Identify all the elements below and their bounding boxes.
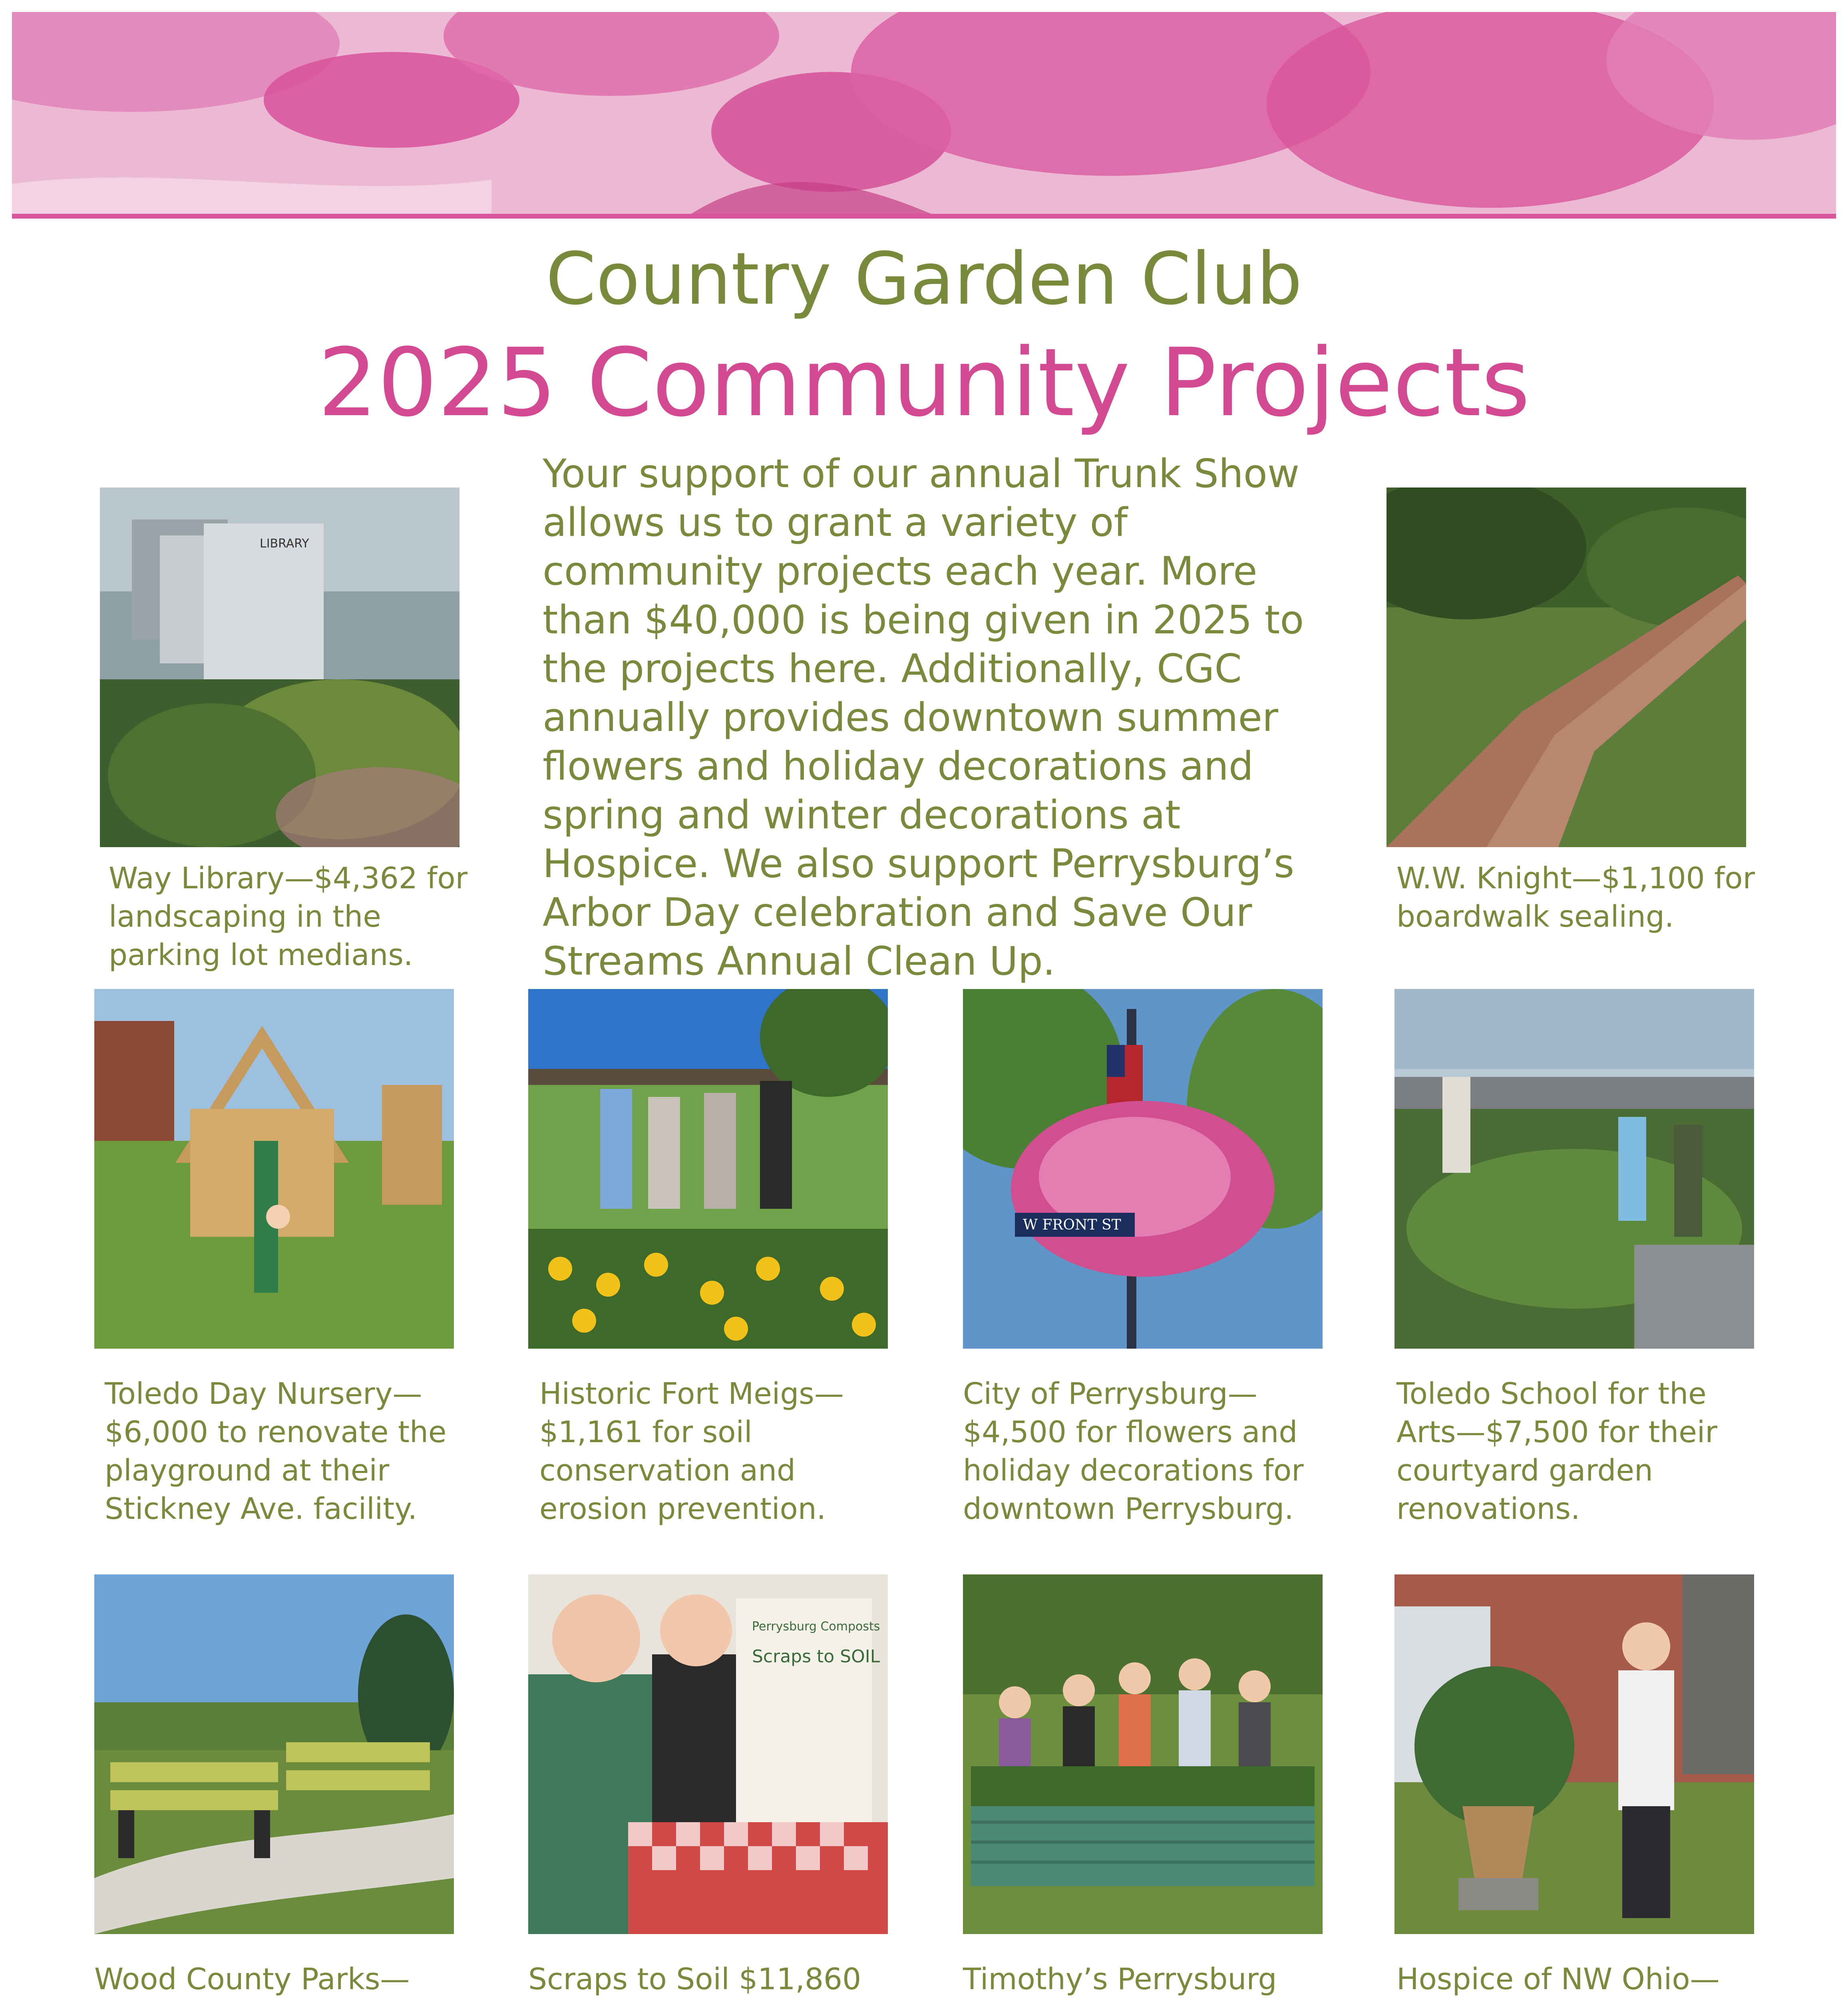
courtyard-garden-photo-icon (1394, 989, 1754, 1349)
top-watercolor-band (12, 12, 1836, 219)
caption-toledo-day-nursery: Toledo Day Nursery—$6,000 to renovate the playground at their Stickney Ave. facility. (105, 1377, 447, 1526)
photo-fort-meigs (528, 989, 888, 1349)
svg-text:Scraps to SOIL: Scraps to SOIL (752, 1646, 880, 1667)
photo-way-library (100, 488, 460, 847)
photo-ww-knight (1386, 488, 1746, 847)
fort-meigs-photo-icon (528, 989, 888, 1349)
caption-way-library: Way Library—$4,362 for landscaping in the parking lot medians. (109, 861, 468, 972)
winter-pot-photo-icon (1394, 1574, 1754, 1934)
boardwalk-photo-icon (1386, 488, 1746, 847)
photo-scraps-to-soil (528, 1574, 888, 1934)
photo-toledo-school-for-the-arts (1394, 989, 1754, 1349)
benches-photo-icon (94, 1574, 454, 1934)
caption-scraps-to-soil: Scraps to Soil $11,860 (528, 1962, 861, 1996)
scraps-to-soil-photo-icon (528, 1574, 888, 1934)
svg-text:W FRONT ST: W FRONT ST (1023, 1217, 1121, 1233)
caption-fort-meigs: Historic Fort Meigs—$1,161 for soil conservation and erosion prevention. (539, 1377, 844, 1526)
caption-toledo-school-arts: Toledo School for the Arts—$7,500 for their courtyard garden renovations. (1396, 1377, 1717, 1526)
caption-ww-knight: W.W. Knight—$1,100 for boardwalk sealing. (1396, 861, 1755, 934)
photo-hospice-nw-ohio (1394, 1574, 1754, 1934)
library-photo-icon (100, 488, 460, 847)
caption-hospice-nw-ohio: Hospice of NW Ohio— (1396, 1962, 1720, 1996)
photo-wood-county-parks (94, 1574, 454, 1934)
caption-wood-county-parks: Wood County Parks— (94, 1962, 410, 1996)
photo-timothys-foundation (963, 1574, 1323, 1934)
intro-paragraph: Your support of our annual Trunk Show allows us to grant a variety of community projects each year. More than $40,000 is being given in 2025 to the projects here. Additionally, CGC annually provides downtown summer flowers and holiday decorations and spring and winter decorations at Hospice. We also support Perrysburg’s Arbor Day celebration and Save Our Streams Annual Clean Up. (543, 451, 1304, 984)
svg-text:LIBRARY: LIBRARY (260, 537, 309, 551)
photo-toledo-day-nursery (94, 989, 454, 1349)
caption-timothys-foundation: Timothy’s Perrysburg (963, 1962, 1277, 1996)
playground-photo-icon (94, 989, 454, 1349)
hanging-basket-photo-icon (963, 989, 1323, 1349)
club-name: Country Garden Club (545, 237, 1303, 321)
flower-decoration-icon (12, 12, 1836, 214)
svg-text:Perrysburg Composts: Perrysburg Composts (752, 1620, 880, 1634)
caption-city-of-perrysburg: City of Perrysburg—$4,500 for flowers and holiday decorations for downtown Perrysburg. (963, 1377, 1304, 1526)
page-title: 2025 Community Projects (318, 328, 1530, 438)
photo-city-of-perrysburg (963, 989, 1323, 1349)
garden-beds-photo-icon (963, 1574, 1323, 1934)
